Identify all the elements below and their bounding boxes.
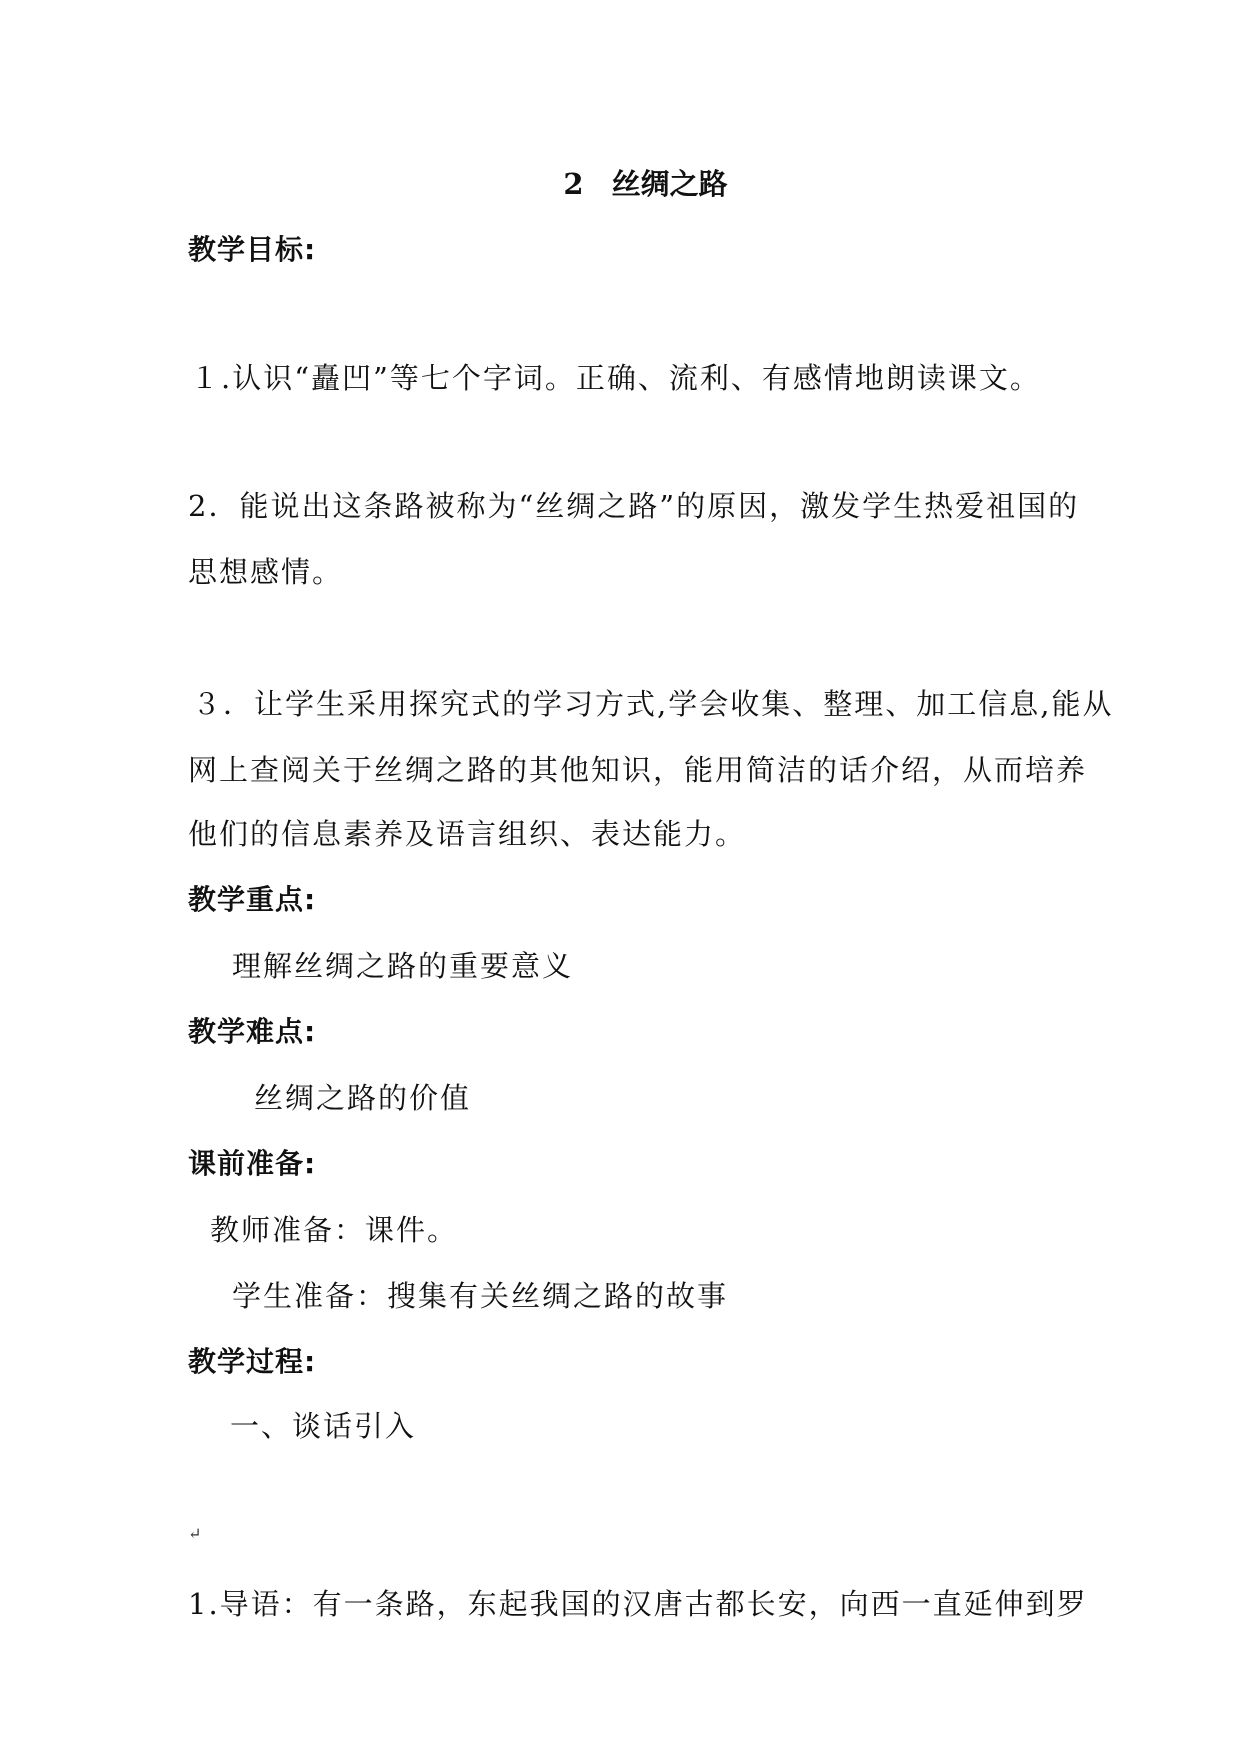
preparation-teacher: 教师准备：课件。 <box>210 1213 459 1247</box>
preparation-student: 学生准备：搜集有关丝绸之路的故事 <box>232 1279 729 1313</box>
goal-1: １.认识“矗凹”等七个字词。正确、流利、有感情地朗读课文。 <box>190 361 1041 395</box>
key-points-text: 理解丝绸之路的重要意义 <box>232 949 574 983</box>
intro-line-1: 1.导语：有一条路，东起我国的汉唐古都长安，向西一直延伸到罗 <box>188 1587 1088 1621</box>
goal-3-line-3: 他们的信息素养及语言组织、表达能力。 <box>188 817 747 851</box>
difficulty-text: 丝绸之路的价值 <box>254 1081 472 1115</box>
goal-2-line-2: 思想感情。 <box>188 555 344 589</box>
goal-2-line-1: 2．能说出这条路被称为“丝绸之路”的原因，激发学生热爱祖国的 <box>188 489 1080 523</box>
goal-3-line-2: 网上查阅关于丝绸之路的其他知识，能用简洁的话介绍，从而培养 <box>188 753 1088 787</box>
document-title <box>0 164 1241 204</box>
goal-3-line-1: ３．让学生采用探究式的学习方式,学会收集、整理、加工信息,能从 <box>192 687 1114 721</box>
title-text: 丝绸之路 <box>611 167 728 201</box>
title-number: 2 <box>563 167 584 201</box>
goals-heading: 教学目标: <box>188 233 317 266</box>
process-heading: 教学过程: <box>188 1345 317 1378</box>
preparation-heading: 课前准备: <box>188 1147 317 1180</box>
process-section-1: 一、谈话引入 <box>230 1409 417 1443</box>
paragraph-mark: ↵ <box>188 1524 202 1543</box>
key-points-heading: 教学重点: <box>188 883 317 916</box>
difficulty-heading: 教学难点: <box>188 1015 317 1048</box>
